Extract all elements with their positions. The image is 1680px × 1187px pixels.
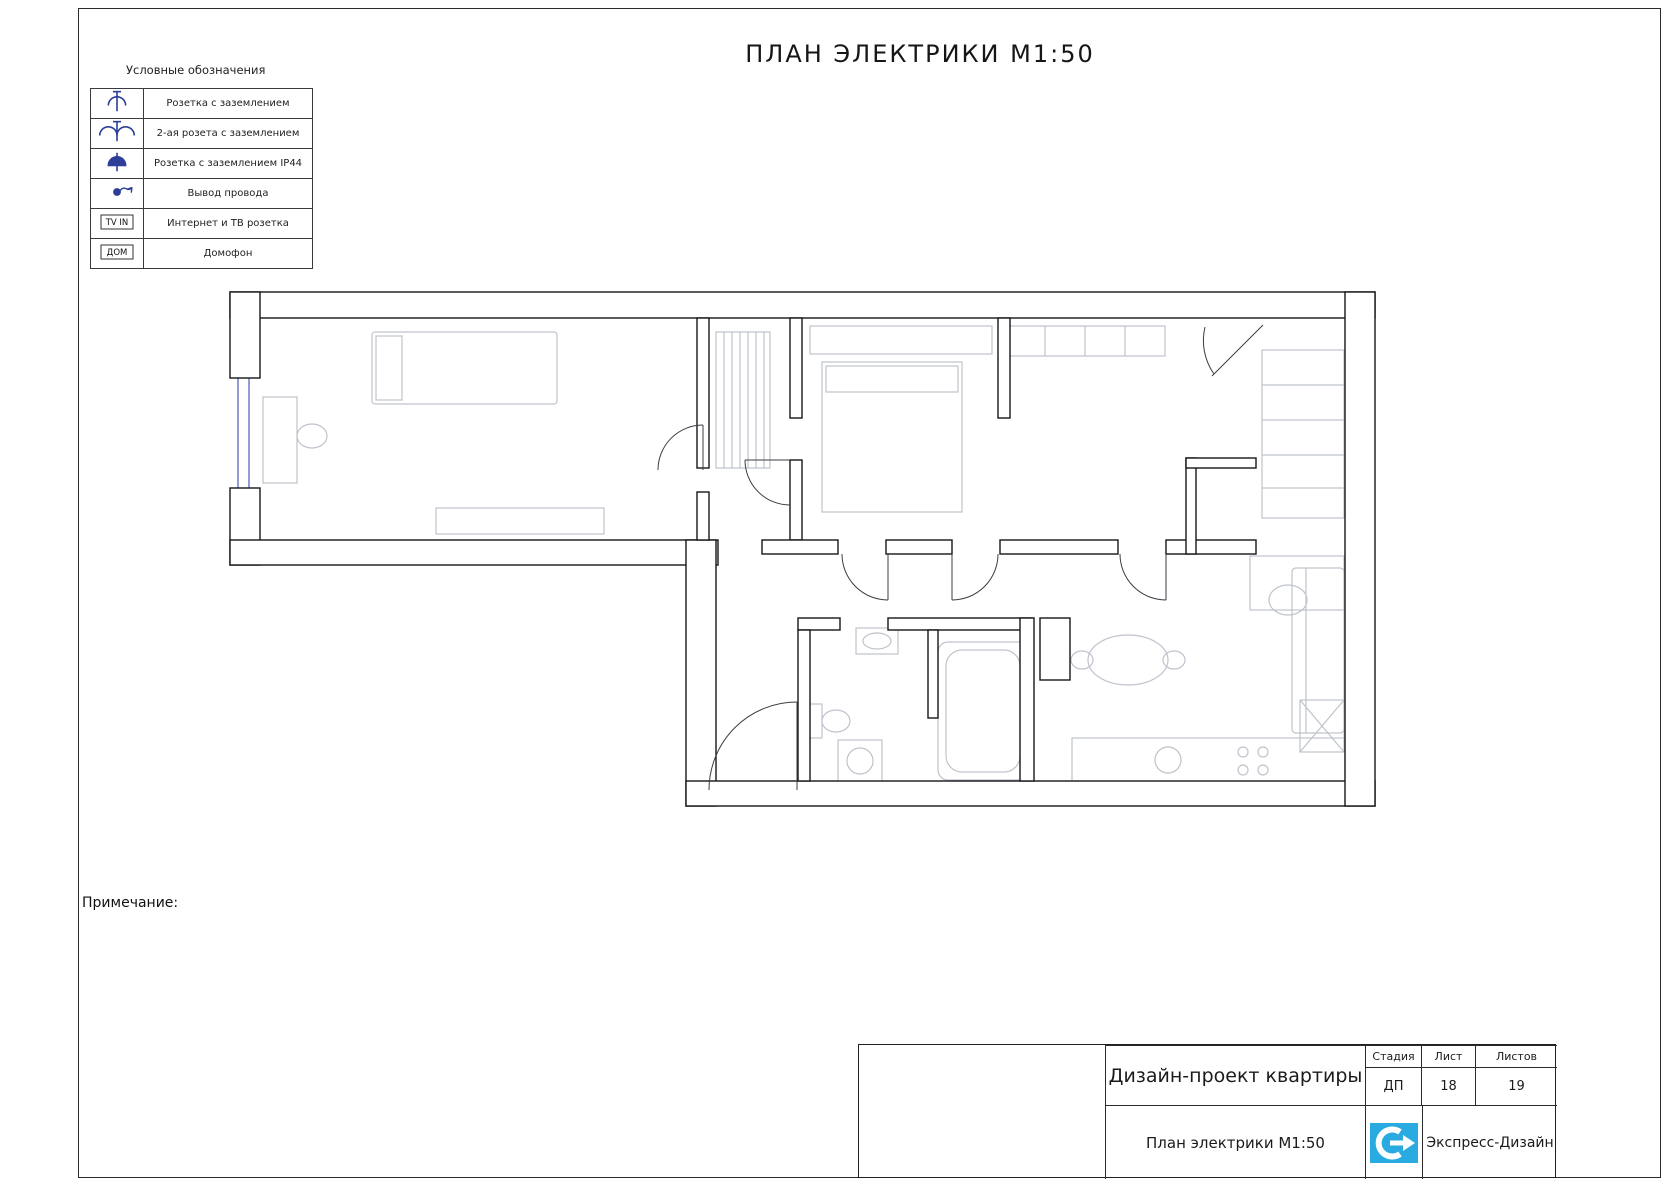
title-block [858,1044,1556,1178]
company-name: Экспресс-Дизайн [1422,1105,1557,1179]
logo-icon [1370,1123,1418,1163]
svg-text:ДОМ: ДОМ [106,248,128,259]
svg-text:TV IN: TV IN [105,218,129,229]
sheets-label: Листов [1475,1045,1557,1067]
stage-value: ДП [1365,1067,1421,1105]
legend-label: Домофон [144,239,313,269]
stage-label: Стадия [1365,1045,1421,1067]
sheets-total: 19 [1475,1067,1557,1105]
sheet-label: Лист [1421,1045,1475,1067]
sheet-number: 18 [1421,1067,1475,1105]
company-logo [1365,1105,1422,1179]
notes-title: Примечание: [82,895,179,911]
legend-title: Условные обозначения [126,63,266,77]
legend-label: Интернет и ТВ розетка [144,209,313,239]
legend-label: 2-ая розета с заземлением [144,119,313,149]
legend-label: Розетка с заземлением [144,89,313,119]
project-title: Дизайн-проект квартиры [1105,1045,1365,1105]
page-title: ПЛАН ЭЛЕКТРИКИ М1:50 [745,40,1095,68]
legend-label: Вывод провода [144,179,313,209]
drawing-title: План электрики М1:50 [1105,1105,1365,1179]
doors [658,325,1263,790]
legend-label: Розетка с заземлением IP44 [144,149,313,179]
notes-block [82,895,838,912]
